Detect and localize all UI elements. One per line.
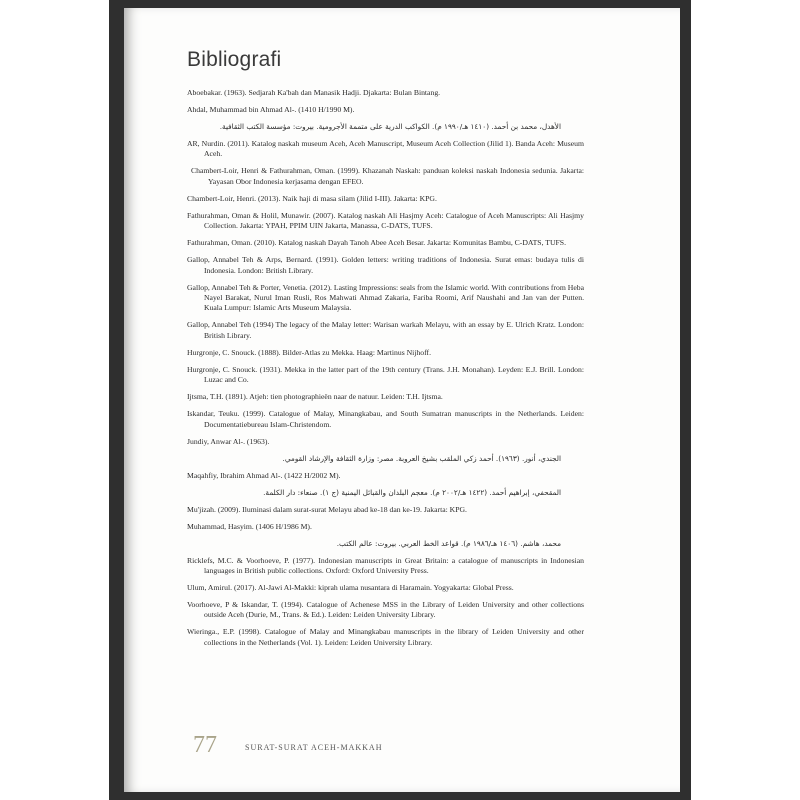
bibliography-entry: Mu'jizah. (2009). Iluminasi dalam surat-surat Melayu abad ke-18 dan ke-19. Jakarta: KPG. bbox=[187, 504, 467, 514]
bibliography-entry: Aboebakar. (1963). Sedjarah Ka'bah dan Manasik Hadji. Djakarta: Bulan Bintang. bbox=[187, 88, 441, 97]
bibliography-entry: Maqahfiy, Ibrahim Ahmad Al-. (1422 H/2002 M). bbox=[187, 470, 341, 480]
running-footer-title: SURAT-SURAT ACEH-MAKKAH bbox=[245, 743, 383, 752]
bibliography-entry: Hurgronje, C. Snouck. (1888). Bilder-Atlas zu Mekka. Haag: Martinus Nijhoff. bbox=[187, 347, 432, 357]
bibliography-entry: Gallop, Annabel Teh & Arps, Bernard. (1991). Golden letters: writing traditions of Indonesia. Surat emas: budaya tulis di Indonesia. London: British Library. bbox=[187, 255, 584, 275]
bibliography-entry: Muhammad, Hasyim. (1406 H/1986 M). bbox=[187, 521, 312, 531]
bibliography-entry: Jundiy, Anwar Al-. (1963). bbox=[187, 436, 270, 446]
bibliography-entry: Voorhoeve, P & Iskandar, T. (1994). Catalogue of Achenese MSS in the Library of Leiden University and other collections outside Aceh (Durie, M., Trans. & Ed.). Leiden: Leiden University Library. bbox=[187, 600, 584, 620]
bibliography-entry: المقحفي، إبراهيم أحمد. (١٤٢٢ هـ/٢٠٠٢ م). معجم البلدان والقبائل اليمنية (ج ١). صنعاء: دار الكلمة. bbox=[263, 487, 561, 497]
bibliography-list bbox=[187, 88, 584, 655]
bibliography-entry: Chambert-Loir, Henri & Fathurahman, Oman. (1999). Khazanah Naskah: panduan koleksi naskah Indonesia sedunia. Jakarta: Yayasan Obor Indonesia kerjasama dengan EFEO. bbox=[191, 166, 584, 186]
bibliography-entry: Ijtsma, T.H. (1891). Atjeh: tien photographieën naar de natuur. Leiden: T.H. Ijtsma. bbox=[187, 392, 443, 402]
bibliography-entry: Gallop, Annabel Teh (1994) The legacy of the Malay letter: Warisan warkah Melayu, with an essay by E. Ulrich Kratz. London: British Library. bbox=[187, 320, 584, 340]
book-page bbox=[124, 8, 680, 792]
bibliography-entry: الجندي، أنور. (١٩٦٣). أحمد زكي الملقب بشيخ العروبة. مصر: وزارة الثقافة والإرشاد القومي. bbox=[282, 453, 561, 463]
bibliography-entry: Fathurahman, Oman & Holil, Munawir. (2007). Katalog naskah Ali Hasjmy Aceh: Catalogue of Aceh Manuscripts: Ali Hasjmy Collection. Jakarta: YPAH, PPIM UIN Jakarta, Manassa, C-DATS, TUFS. bbox=[187, 210, 584, 231]
bibliography-entry: Iskandar, Teuku. (1999). Catalogue of Malay, Minangkabau, and South Sumatran manuscripts in the Netherlands. Leiden: Documentatiebureau Islam-Christendom. bbox=[187, 409, 584, 429]
bibliography-entry: AR, Nurdin. (2011). Katalog naskah museum Aceh, Aceh Manuscript, Museum Aceh Collection (Jilid 1). Banda Aceh: Museum Aceh. bbox=[187, 139, 584, 159]
page-number: 77 bbox=[193, 732, 217, 758]
bibliography-entry: الأهدل، محمد بن أحمد. (١٤١٠ هـ/١٩٩٠ م). الكواكب الدرية على متممة الأجرومية. بيروت: مؤسسة الكتب الثقافية. bbox=[219, 122, 561, 131]
bibliography-entry: Fathurahman, Oman. (2010). Katalog naskah Dayah Tanoh Abee Aceh Besar. Jakarta: Komunitas Bambu, C-DATS, TUFS. bbox=[187, 238, 566, 248]
bibliography-entry: Hurgronje, C. Snouck. (1931). Mekka in the latter part of the 19th century (Trans. J.H. Monahan). Leyden: E.J. Brill. London: Luzac and Co. bbox=[187, 364, 584, 385]
bibliography-entry: Gallop, Annabel Teh & Porter, Venetia. (2012). Lasting Impressions: seals from the Islamic world. With contributions from Heba Nayel Barakat, Nurul Iman Rusli, Ros Mahwati Ahmad Zakaria, Fariba Roomi, Arif Naushahi and Jan van der Putten. Kuala Lumpur: Islamic Arts Museum Malaysia. bbox=[187, 282, 584, 313]
bibliography-entry: Ricklefs, M.C. & Voorhoeve, P. (1977). Indonesian manuscripts in Great Britain: a catalogue of manuscripts in Indonesian languages in British public collections. Oxford: Oxford University Press. bbox=[187, 555, 584, 576]
bibliography-entry: Wieringa., E.P. (1998). Catalogue of Malay and Minangkabau manuscripts in the library of Leiden University and other collections in the Netherlands (Vol. 1). Leiden: Leiden University Library. bbox=[187, 627, 584, 647]
page-title: Bibliografi bbox=[187, 48, 282, 71]
bibliography-entry: Ahdal, Muhammad bin Ahmad Al-. (1410 H/1990 M). bbox=[187, 105, 355, 114]
bibliography-entry: محمد، هاشم. (١٤٠٦ هـ/١٩٨٦ م). قواعد الخط العربي. بيروت: عالم الكتب. bbox=[336, 538, 561, 548]
bibliography-entry: Ulum, Amirul. (2017). Al-Jawi Al-Makki: kiprah ulama nusantara di Haramain. Yogyakarta: Global Press. bbox=[187, 583, 514, 593]
bibliography-entry: Chambert-Loir, Henri. (2013). Naik haji di masa silam (Jilid I-III). Jakarta: KPG. bbox=[187, 193, 437, 203]
